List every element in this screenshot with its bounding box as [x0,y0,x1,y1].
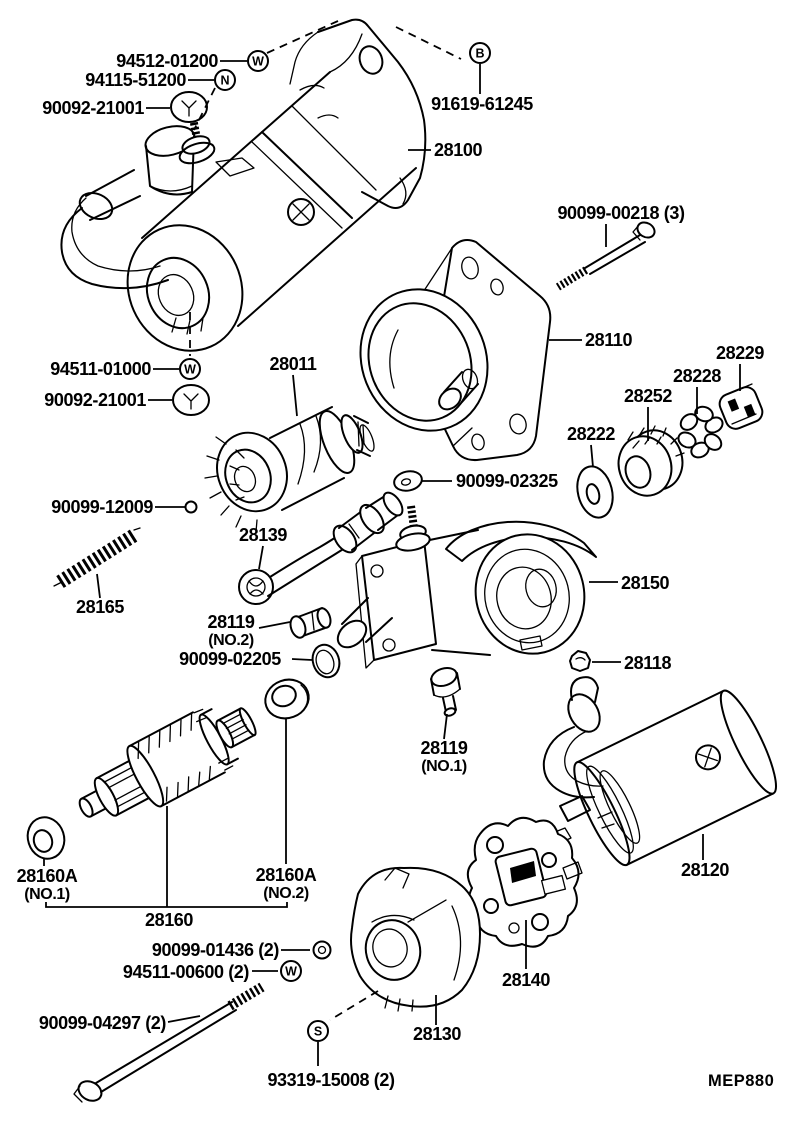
nut-28118-art [570,651,590,671]
o-ring-90099-02205-art [309,641,344,680]
grommet-90092-top-art [171,92,207,122]
symbol-w-bottom-letter: W [285,964,297,979]
bearing-28160a-no1-art [22,812,69,863]
part-label-28130: 28130 [412,1024,462,1044]
terminal-bolt-28119-no1-art [429,665,460,717]
through-bolt-90099-00218-art [558,219,657,287]
part-label-28229: 28229 [715,343,765,363]
part-label-28120: 28120 [680,860,730,880]
stop-collar-28222-art [572,463,618,522]
grommet-90092-mid-art [173,385,209,415]
part-label-28139: 28139 [238,525,288,545]
washer-90099-01436-art [314,942,331,959]
yoke-28130-art [351,868,480,1011]
part-label-28100: 28100 [434,140,483,160]
symbol-n [215,70,235,90]
part-label-90099-01436: 90099-01436 (2) [151,940,279,960]
symbol-s-letter: S [313,1024,323,1039]
drive-housing-28110-art [340,240,551,460]
part-label-28228: 28228 [672,366,722,386]
symbol-n-letter: N [220,73,230,88]
retainer-spring-28229-art [717,384,766,432]
part-label-28119-no2-sub: (NO.2) [208,632,254,649]
terminal-28119-no2-art [288,607,333,640]
part-label-28150: 28150 [621,573,670,593]
part-label-90099-04297: 90099-04297 (2) [38,1013,166,1033]
symbol-w-top-letter: W [252,54,264,69]
part-label-91619-61245: 91619-61245 [431,94,533,114]
part-label-28110: 28110 [585,330,633,350]
clutch-pinion-28011-art [205,407,377,532]
part-label-90099-02325: 90099-02325 [456,471,558,491]
part-label-28165: 28165 [75,597,125,617]
symbol-w-mid-letter: W [184,362,196,377]
part-label-28119-no1-sub: (NO.1) [421,758,467,775]
part-label-90092-21001-mid: 90092-21001 [44,390,146,410]
part-label-28160a-no2: 28160A [255,865,317,885]
symbol-w-bottom [281,961,301,981]
drawing-code: MEP880 [708,1072,775,1090]
brush-holder-28140-art [468,818,582,947]
symbol-b [470,43,490,63]
symbol-w-mid [180,359,200,379]
part-label-94512-01200: 94512-01200 [116,51,218,71]
field-frame-28120-art [544,677,785,870]
snap-ring-90099-12009-art [186,502,197,513]
part-label-90099-12009: 90099-12009 [51,497,153,517]
symbol-w-top [248,51,268,71]
part-label-28252: 28252 [623,386,673,406]
through-bolt-90099-04297-art [74,987,262,1105]
part-label-28140: 28140 [501,970,551,990]
part-label-28118: 28118 [624,653,672,673]
roller-retainer-28228-art [676,404,726,460]
part-label-28160: 28160 [144,910,194,930]
bearing-28160a-no2-art [260,674,314,725]
part-label-28160a-no1-sub: (NO.1) [24,886,70,903]
part-label-90092-21001-top: 90092-21001 [42,98,144,118]
part-label-28160a-no1: 28160A [16,866,78,886]
part-label-28222: 28222 [566,424,616,444]
part-label-90099-02205: 90099-02205 [179,649,281,669]
symbol-b-letter: B [475,46,485,61]
part-label-28119-no1: 28119 [420,738,468,758]
plate-washer-90099-02325-art [392,469,423,493]
phillips-screw-icon [692,741,724,773]
part-label-28160a-no2-sub: (NO.2) [263,885,309,902]
part-label-90099-00218: 90099-00218 (3) [557,203,685,223]
part-label-94115-51200: 94115-51200 [85,70,186,90]
part-label-94511-01000: 94511-01000 [50,359,151,379]
part-label-28119-no2: 28119 [207,612,255,632]
part-label-93319-15008: 93319-15008 (2) [267,1070,395,1090]
part-label-94511-00600: 94511-00600 (2) [122,962,249,982]
part-label-28011: 28011 [269,354,317,374]
phillips-screw-icon [288,199,314,225]
symbol-s [308,1021,328,1041]
clutch-roller-28252-art [611,423,690,502]
